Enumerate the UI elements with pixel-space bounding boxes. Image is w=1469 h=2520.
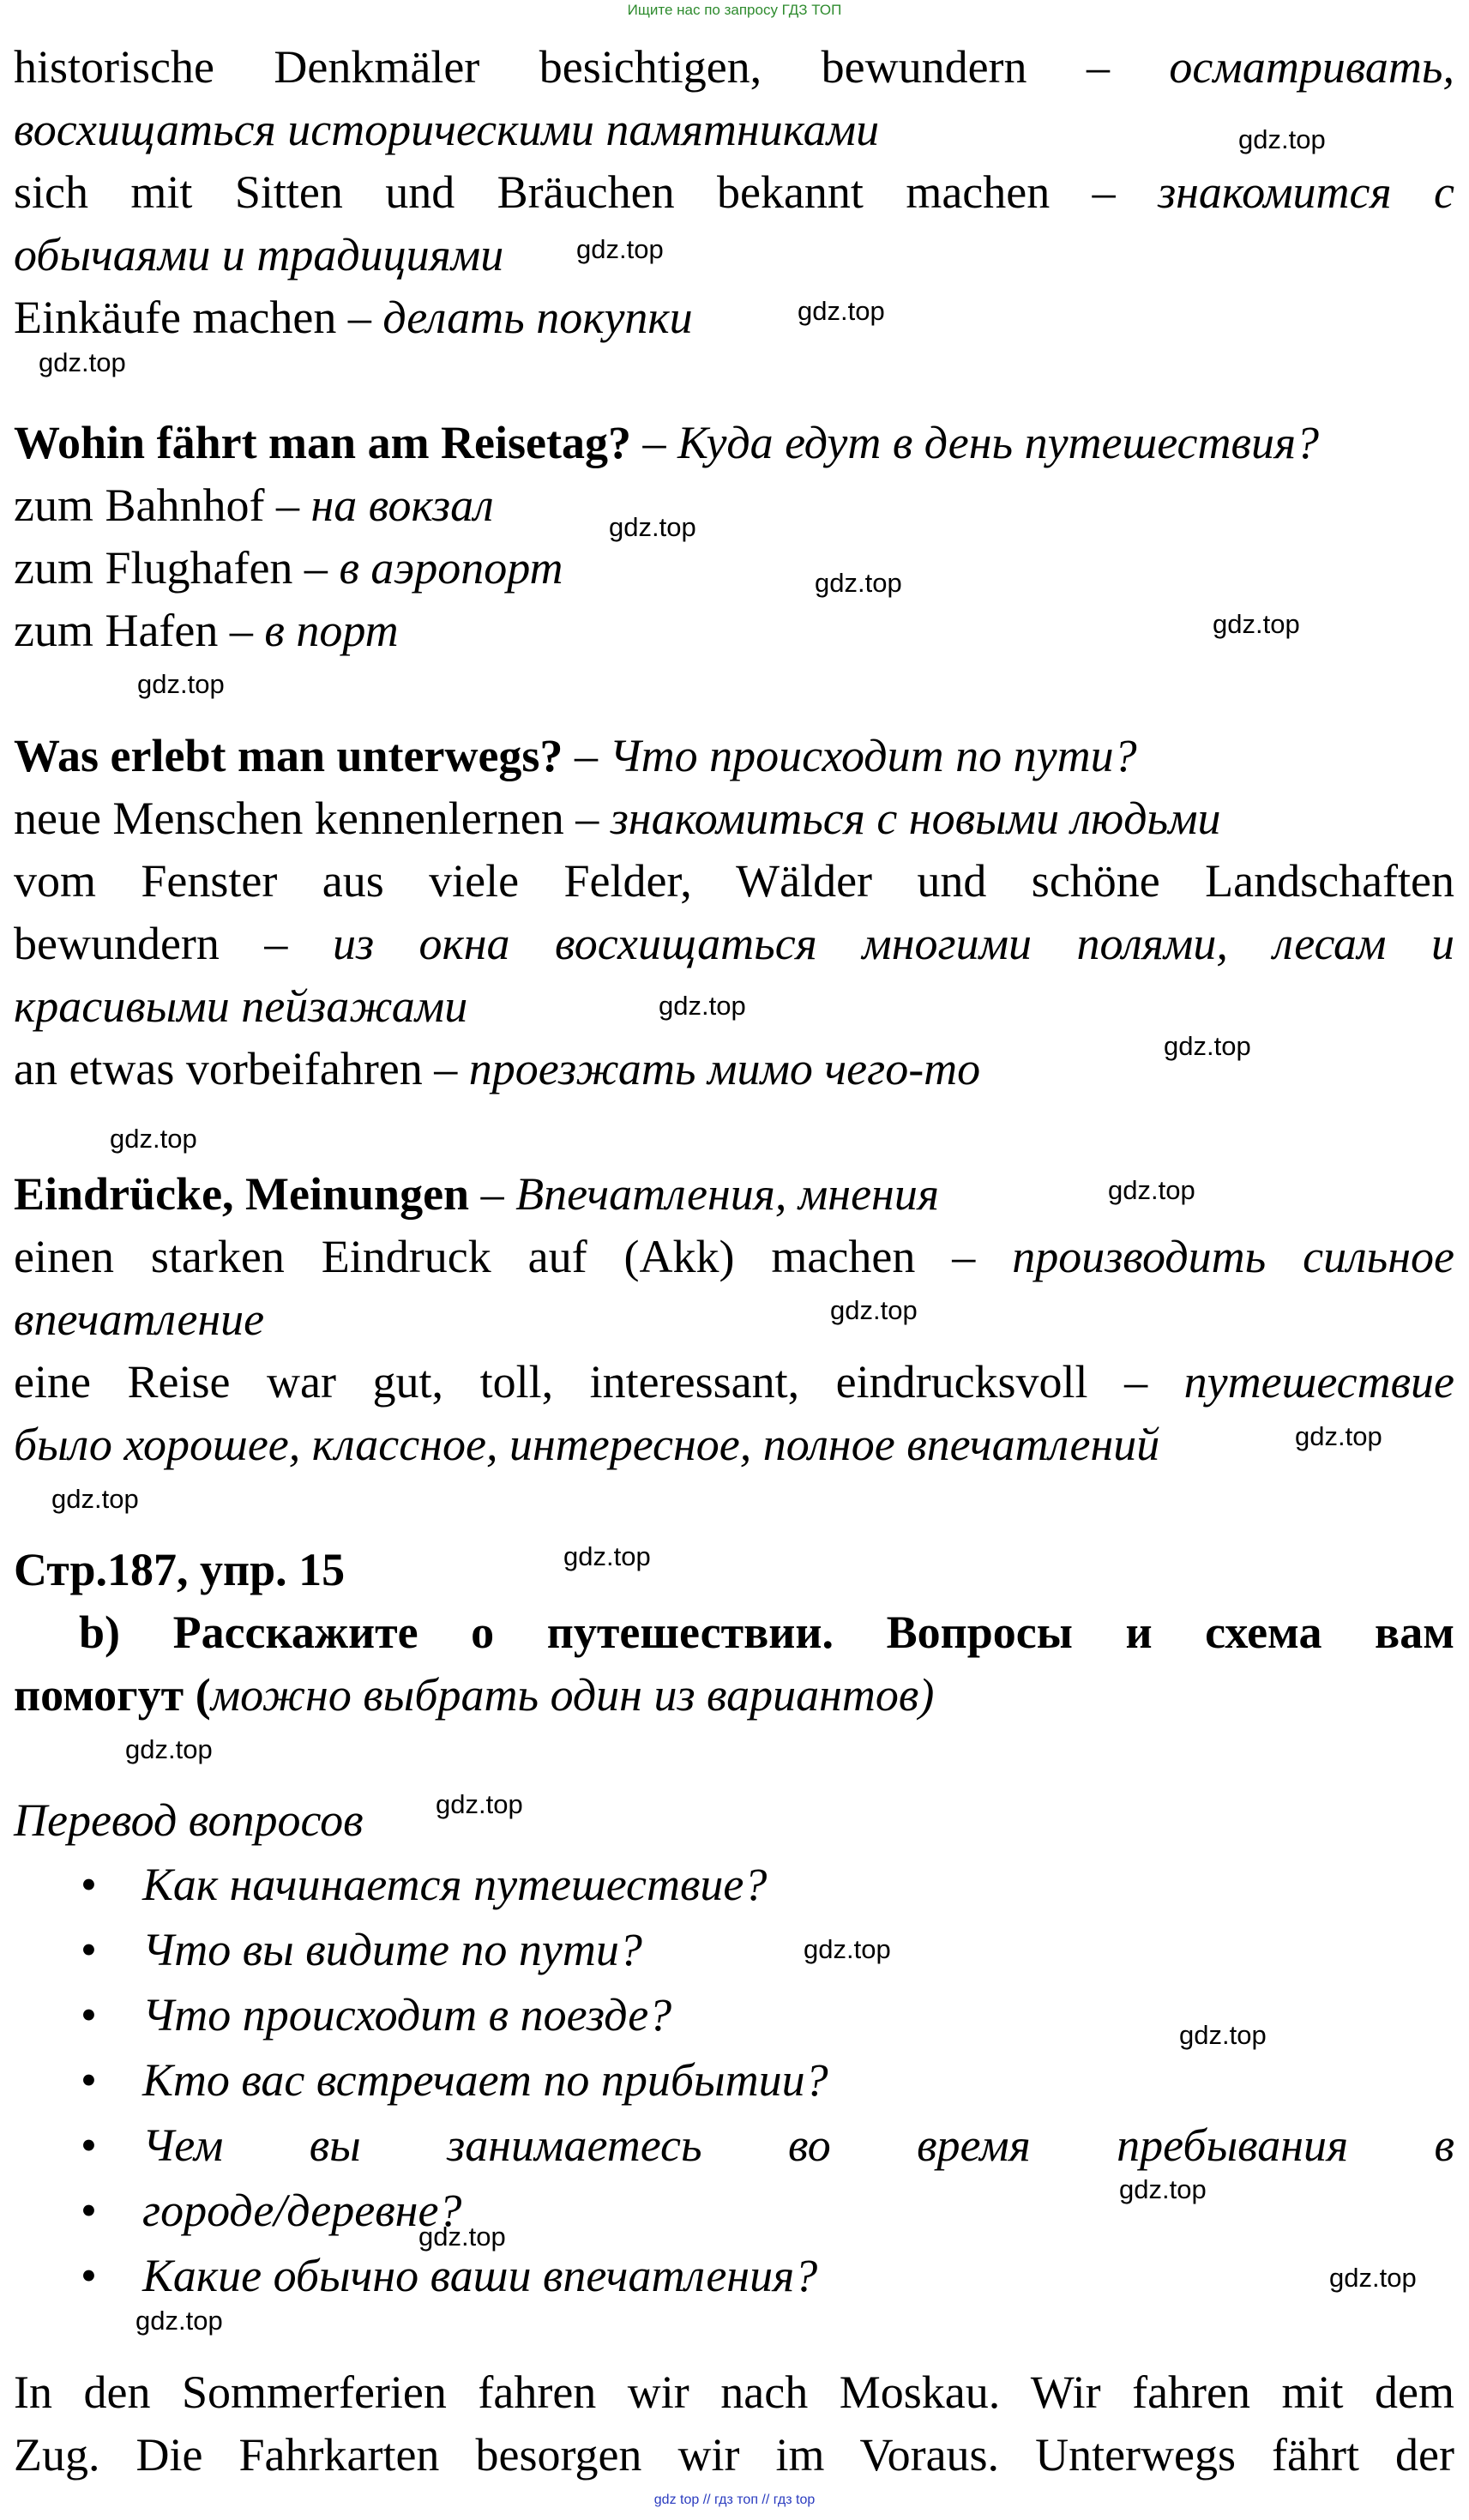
section-heading: Eindrücke, Meinungen – Впечатления, мнения (14, 1168, 939, 1220)
watermark: gdz.top (137, 669, 225, 699)
watermark: gdz.top (110, 1124, 197, 1154)
watermark: gdz.top (659, 991, 746, 1021)
exercise-task: помогут (можно выбрать один из вариантов) (14, 1669, 935, 1721)
watermark: gdz.top (1119, 2174, 1207, 2204)
watermark: gdz.top (804, 1934, 891, 1964)
translation-heading: Перевод вопросов (14, 1794, 364, 1846)
vocab-line: Einkäufe machen – делать покупки (14, 292, 693, 343)
watermark: gdz.top (51, 1484, 139, 1514)
vocab-line: einen starken Eindruck auf (Akk) machen – производить сильное (14, 1231, 1454, 1282)
story-line: In den Sommerferien fahren wir nach Moskau. Wir fahren mit dem (14, 2366, 1454, 2418)
page-header: Ищите нас по запросу ГДЗ ТОП (627, 2, 842, 18)
question-item: • Какие обычно ваши впечатления? (14, 2243, 1454, 2308)
vocab-line: восхищаться историческими памятниками (14, 104, 880, 155)
watermark: gdz.top (436, 1789, 523, 1819)
question-item: • Что происходит в поезде? (14, 1982, 1454, 2047)
watermark: gdz.top (39, 347, 126, 377)
vocab-line: sich mit Sitten und Bräuchen bekannt machen – знакомится с (14, 166, 1454, 218)
watermark: gdz.top (1108, 1175, 1195, 1205)
question-item: • Кто вас встречает по прибытии? (14, 2047, 1454, 2113)
vocab-line: zum Bahnhof – на вокзал (14, 479, 494, 531)
vocab-line: впечатление (14, 1293, 265, 1345)
watermark: gdz.top (609, 512, 696, 542)
watermark: gdz.top (418, 2222, 506, 2252)
watermark: gdz.top (1164, 1031, 1251, 1061)
watermark: gdz.top (135, 2306, 223, 2336)
question-item: • Как начинается путешествие? (14, 1852, 1454, 1917)
watermark: gdz.top (563, 1541, 651, 1571)
question-list (14, 1852, 1454, 2308)
watermark: gdz.top (815, 568, 902, 598)
vocab-line: eine Reise war gut, toll, interessant, eindrucksvoll – путешествие (14, 1356, 1454, 1408)
watermark: gdz.top (798, 296, 885, 326)
vocab-line: vom Fenster aus viele Felder, Wälder und schöne Landschaften (14, 855, 1454, 907)
question-item: • Что вы видите по пути? (14, 1917, 1454, 1982)
watermark: gdz.top (576, 234, 664, 264)
question-item-continuation: • городе/деревне? (14, 2178, 1454, 2243)
vocab-line: bewundern – из окна восхищаться многими полями, лесам и (14, 918, 1455, 969)
watermark: gdz.top (1329, 2263, 1417, 2293)
vocab-line: zum Flughafen – в аэропорт (14, 542, 563, 594)
exercise-title: Стр.187, упр. 15 (14, 1544, 346, 1595)
vocab-line: было хорошее, классное, интересное, полное впечатлений (14, 1419, 1160, 1470)
section-heading: Was erlebt man unterwegs? – Что происходит по пути? (14, 730, 1137, 781)
document-body (14, 36, 1454, 2487)
vocab-line: an etwas vorbeifahren – проезжать мимо чего-то (14, 1043, 981, 1094)
vocab-line: historische Denkmäler besichtigen, bewundern – осматривать, (14, 41, 1454, 93)
watermark: gdz.top (830, 1295, 918, 1325)
question-item: • Чем вы занимаетесь во время пребывания в (14, 2113, 1454, 2178)
vocab-line: обычаями и традициями (14, 229, 504, 280)
exercise-task: b) Расскажите о путешествии. Вопросы и схема вам (79, 1607, 1454, 1658)
page-footer: gdz top // гдз топ // гдз top (653, 2493, 816, 2507)
vocab-line: zum Hafen – в порт (14, 605, 399, 656)
vocab-line: красивыми пейзажами (14, 980, 468, 1032)
story-line: Zug. Die Fahrkarten besorgen wir im Voraus. Unterwegs fährt der (14, 2429, 1454, 2481)
vocab-line: neue Menschen kennenlernen – знакомиться с новыми людьми (14, 793, 1221, 844)
watermark: gdz.top (1213, 609, 1300, 639)
watermark: gdz.top (1238, 124, 1326, 154)
watermark: gdz.top (1295, 1421, 1382, 1451)
section-heading: Wohin fährt man am Reisetag? – Куда едут в день путешествия? (14, 417, 1320, 468)
watermark: gdz.top (125, 1734, 213, 1764)
watermark: gdz.top (1179, 2020, 1267, 2050)
